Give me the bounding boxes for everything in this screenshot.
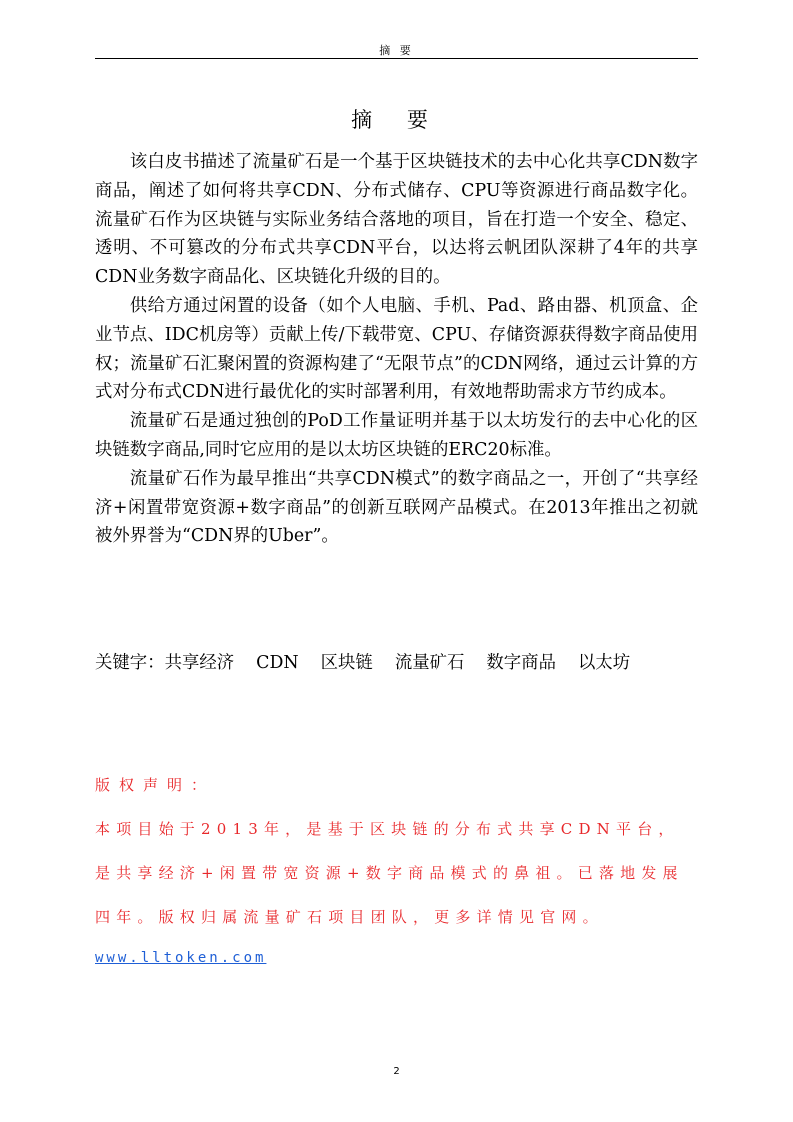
keywords-line xyxy=(95,651,715,675)
copyright-notice xyxy=(95,772,698,930)
keyword-item: 共享经济 xyxy=(164,653,235,673)
copyright-line-3: 四年。版权归属流量矿石项目团队，更多详情见官网。 xyxy=(95,908,604,926)
page-number: 2 xyxy=(393,1066,400,1077)
header-rule xyxy=(95,58,698,59)
abstract-paragraph-3: 流量矿石是通过独创的PoD工作量证明并基于以太坊发行的去中心化的区块链数字商品,同时它应用的是以太坊区块链的ERC20标准。 xyxy=(95,411,698,460)
keyword-item: 区块链 xyxy=(320,653,373,673)
keyword-item: 流量矿石 xyxy=(394,653,465,673)
keyword-item: 数字商品 xyxy=(486,653,556,673)
keywords-label: 关键字： xyxy=(95,653,165,673)
copyright-line-1: 本项目始于2013年，是基于区块链的分布式共享CDN平台， xyxy=(95,820,680,838)
keyword-item: CDN xyxy=(256,653,299,673)
running-header: 摘 要 xyxy=(379,44,414,57)
copyright-line-2: 是共享经济+闲置带宽资源+数字商品模式的鼻祖。已落地发展 xyxy=(95,864,684,882)
abstract-body xyxy=(95,148,698,551)
copyright-title: 版权声明： xyxy=(95,776,216,794)
abstract-paragraph-2: 供给方通过闲置的设备（如个人电脑、手机、Pad、路由器、机顶盒、企业节点、IDC机房等）贡献上传/下载带宽、CPU、存储资源获得数字商品使用权；流量矿石汇聚闲置的资源构建了“无限节点”的CDN网络，通过云计算的方式对分布式CDN进行最优化的实时部署利用，有效地帮助需求方节约成本。 xyxy=(95,295,698,403)
keyword-item: 以太坊 xyxy=(577,653,631,673)
abstract-paragraph-1: 该白皮书描述了流量矿石是一个基于区块链技术的去中心化共享CDN数字商品，阐述了如何将共享CDN、分布式储存、CPU等资源进行商品数字化。流量矿石作为区块链与实际业务结合落地的项目，旨在打造一个安全、稳定、透明、不可篡改的分布式共享CDN平台，以达将云帆团队深耕了4年的共享CDN业务数字商品化、区块链化升级的目的。 xyxy=(95,152,698,288)
page-title: 摘 要 xyxy=(351,108,442,132)
official-website-link[interactable]: www.lltoken.com xyxy=(95,950,267,966)
abstract-paragraph-4: 流量矿石作为最早推出“共享CDN模式”的数字商品之一，开创了“共享经济+闲置带宽资源+数字商品”的创新互联网产品模式。在2013年推出之初就被外界誉为“CDN界的Uber”。 xyxy=(95,468,698,547)
